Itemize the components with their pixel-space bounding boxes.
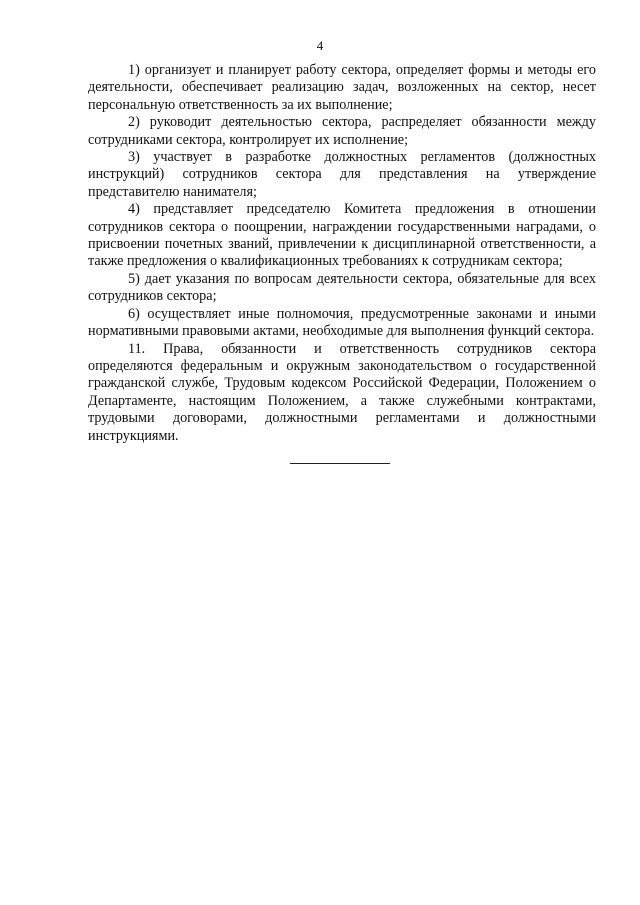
list-item-gives-instructions: 5) дает указания по вопросам деятельности сектора, обязательные для всех сотрудников сектора; (88, 270, 596, 305)
clause-11: 11. Права, обязанности и ответственность сотрудников сектора определяются федеральным и окружным законодательством о государственной гражданской службе, Трудовым кодексом Российской Федерации, Положением о Департаменте, настоящим Положением, а также служебными контрактами, трудовыми договорами, должностными регламентами и должностными инструкциями. (88, 340, 596, 444)
document-body (88, 62, 596, 445)
list-item-organizes: 1) организует и планирует работу сектора, определяет формы и методы его деятельности, обеспечивает реализацию задач, возложенных на сектор, несет персональную ответственность за их выполнение; (88, 62, 596, 113)
list-item-other-powers: 6) осуществляет иные полномочия, предусмотренные законами и иными нормативными правовыми актами, необходимые для выполнения функций сектора. (88, 305, 596, 340)
end-of-document-rule (290, 463, 390, 464)
list-item-manages: 2) руководит деятельностью сектора, распределяет обязанности между сотрудниками сектора, контролирует их исполнение; (88, 114, 596, 148)
list-item-participates: 3) участвует в разработке должностных регламентов (должностных инструкций) сотрудников сектора для представления на утверждение представителю нанимателя; (88, 149, 596, 200)
page-number: 4 (316, 38, 324, 53)
list-item-submits-proposals: 4) представляет председателю Комитета предложения в отношении сотрудников сектора о поощрении, награждении государственными наградами, о присвоении почетных званий, привлечении к дисциплинарной ответственности, а также предложения о квалификационных требованиях к сотрудникам сектора; (88, 201, 596, 270)
